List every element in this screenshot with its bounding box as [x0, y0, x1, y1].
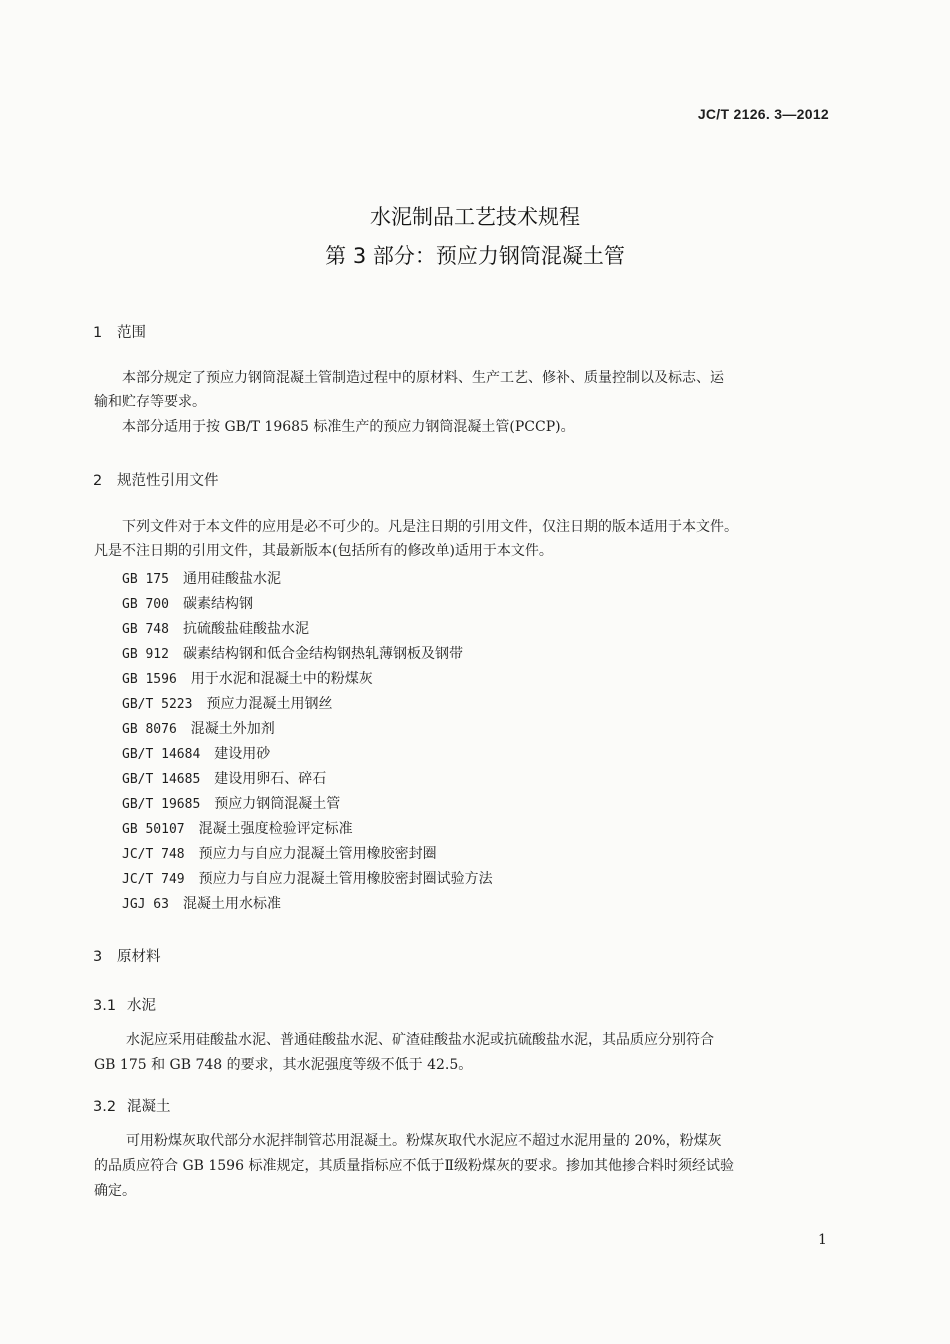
- subsection-3-1-heading: [93, 994, 156, 1015]
- reference-item: [122, 893, 281, 913]
- paragraph-line: GB 175 和 GB 748 的要求，其水泥强度等级不低于 42.5。: [94, 1057, 473, 1073]
- reference-item: [122, 793, 340, 813]
- reference-item: [122, 868, 493, 888]
- section-title: 原材料: [117, 949, 161, 965]
- paragraph-line: 凡是不注日期的引用文件，其最新版本(包括所有的修改单)适用于本文件。: [94, 543, 553, 559]
- reference-item: [122, 593, 253, 613]
- paragraph-line: 确定。: [94, 1183, 136, 1199]
- paragraph-line: 的品质应符合 GB 1596 标准规定，其质量指标应不低于Ⅱ级粉煤灰的要求。掺加其他掺合料时须经试验: [94, 1158, 734, 1174]
- section-title: 范围: [117, 325, 146, 341]
- reference-name: 预应力与自应力混凝土管用橡胶密封圈试验方法: [198, 871, 493, 887]
- reference-name: 混凝土外加剂: [190, 721, 275, 737]
- reference-name: 碳素结构钢: [182, 596, 253, 612]
- section-1-heading: [93, 321, 146, 342]
- reference-name: 建设用砂: [214, 746, 271, 762]
- reference-code: GB/T 14685: [122, 772, 201, 787]
- reference-code: JGJ 63: [122, 897, 169, 912]
- reference-code: GB/T 14684: [122, 747, 201, 762]
- section-title: 规范性引用文件: [117, 473, 219, 489]
- reference-name: 通用硅酸盐水泥: [182, 571, 281, 587]
- reference-code: GB 748: [122, 622, 169, 637]
- paragraph-line: 输和贮存等要求。: [94, 394, 206, 410]
- reference-code: JC/T 748: [122, 847, 185, 862]
- section-number: 2: [93, 473, 103, 489]
- subsection-number: 3.2: [93, 1099, 117, 1115]
- reference-code: GB 8076: [122, 722, 177, 737]
- reference-code: JC/T 749: [122, 872, 185, 887]
- reference-name: 抗硫酸盐硅酸盐水泥: [182, 621, 309, 637]
- page-number: 1: [818, 1232, 827, 1248]
- subsection-title: 混凝土: [127, 1099, 171, 1115]
- reference-item: [122, 743, 270, 763]
- reference-item: [122, 718, 275, 738]
- document-subtitle: 第 3 部分：预应力钢筒混凝土管: [325, 244, 625, 268]
- subsection-3-2-heading: [93, 1095, 171, 1116]
- subsection-number: 3.1: [93, 998, 117, 1014]
- reference-code: GB 912: [122, 647, 169, 662]
- reference-name: 用于水泥和混凝土中的粉煤灰: [190, 671, 373, 687]
- reference-item: [122, 843, 437, 863]
- paragraph-line: 本部分规定了预应力钢筒混凝土管制造过程中的原材料、生产工艺、修补、质量控制以及标志、运: [122, 370, 724, 386]
- reference-code: GB 700: [122, 597, 169, 612]
- reference-name: 混凝土强度检验评定标准: [198, 821, 353, 837]
- reference-item: [122, 643, 463, 663]
- paragraph-line: 水泥应采用硅酸盐水泥、普通硅酸盐水泥、矿渣硅酸盐水泥或抗硫酸盐水泥，其品质应分别符合: [126, 1032, 714, 1048]
- section-2-heading: [93, 469, 219, 490]
- reference-name: 混凝土用水标准: [182, 896, 281, 912]
- paragraph-line: 下列文件对于本文件的应用是必不可少的。凡是注日期的引用文件，仅注日期的版本适用于本文件。: [122, 519, 738, 535]
- reference-code: GB 50107: [122, 822, 185, 837]
- reference-item: [122, 818, 353, 838]
- reference-code: GB/T 19685: [122, 797, 201, 812]
- reference-name: 预应力钢筒混凝土管: [214, 796, 341, 812]
- section-3-heading: [93, 945, 161, 966]
- reference-item: [122, 693, 332, 713]
- subsection-title: 水泥: [127, 998, 156, 1014]
- reference-name: 预应力与自应力混凝土管用橡胶密封圈: [198, 846, 437, 862]
- paragraph-line: 可用粉煤灰取代部分水泥拌制管芯用混凝土。粉煤灰取代水泥应不超过水泥用量的 20%，粉煤灰: [126, 1133, 722, 1149]
- reference-name: 预应力混凝土用钢丝: [206, 696, 333, 712]
- reference-code: GB/T 5223: [122, 697, 193, 712]
- reference-name: 建设用卵石、碎石: [214, 771, 327, 787]
- reference-code: GB 175: [122, 572, 169, 587]
- paragraph-line: 本部分适用于按 GB/T 19685 标准生产的预应力钢筒混凝土管(PCCP)。: [122, 419, 575, 435]
- reference-item: [122, 768, 326, 788]
- document-title: 水泥制品工艺技术规程: [370, 205, 580, 229]
- reference-item: [122, 618, 309, 638]
- section-number: 3: [93, 949, 103, 965]
- standard-code: JC/T 2126. 3—2012: [697, 106, 829, 122]
- section-number: 1: [93, 325, 103, 341]
- reference-code: GB 1596: [122, 672, 177, 687]
- reference-item: [122, 668, 373, 688]
- reference-name: 碳素结构钢和低合金结构钢热轧薄钢板及钢带: [182, 646, 463, 662]
- reference-item: [122, 568, 281, 588]
